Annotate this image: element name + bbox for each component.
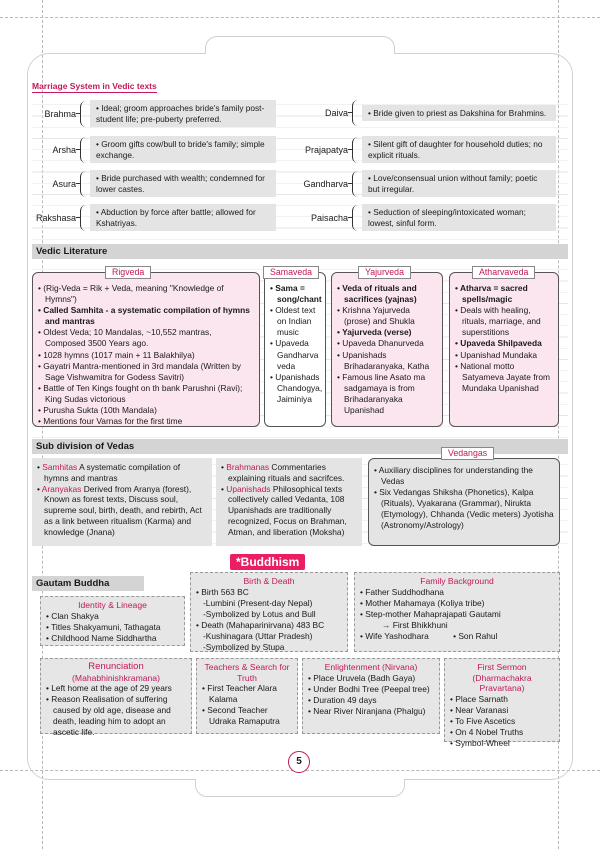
sermon-item: • Symbol-Wheel (450, 738, 554, 749)
yajurveda-card (331, 267, 443, 427)
marriage-desc: • Bride given to priest as Dakshina for Brahmins. (362, 105, 556, 122)
identity-item: • Titles Shakyamuni, Tathagata (46, 622, 179, 633)
family-item: • Father Suddhodhana (360, 587, 554, 598)
aranyakas-text: Derived from Aranya (forest), Known as forest texts, Discuss soul, supreme soul, birth, death, and rebirth, Act as a link between ritualism (Karma) and knowledge (Jnana) (44, 483, 202, 537)
teachers-item: • Second Teacher Udraka Ramaputra (202, 705, 292, 727)
renunciation-box (40, 658, 192, 737)
atharvaveda-item: • Upaveda Shilpaveda (455, 338, 553, 349)
brahmanas-item (221, 462, 357, 484)
brahmanas-upanishads-box (216, 458, 362, 546)
rigveda-item: • Called Samhita - a systematic compilation of hymns and mantras (38, 305, 254, 327)
rigveda-item: • Mentions four Varnas for the first time (38, 416, 254, 427)
marriage-desc: • Silent gift of daughter for household duties; no explicit rituals. (362, 136, 556, 163)
brace-icon (80, 101, 88, 127)
brahmanas-text: Commentaries explaining rituals and sacrifces. (228, 462, 345, 483)
atharvaveda-heading: Atharvaveda (472, 266, 535, 279)
marriage-name: Gandharva (303, 178, 348, 189)
vedangas-item: • Six Vedangas Shiksha (Phonetics), Kalpa (Rituals), Vyakarana (Grammar), Nirukta (Etymology), Chhanda (Vedic meters) Jyotisha (Astronomy/Astrology) (374, 487, 554, 531)
family-item: • Mother Mahamaya (Koliya tribe) (360, 598, 554, 609)
aranyakas-item (37, 484, 207, 538)
marriage-item-paisacha (294, 204, 556, 231)
family-subitem: → First Bhikkhuni (382, 619, 448, 630)
death-subitem: -Symbolized by Stupa (203, 641, 285, 652)
atharvaveda-item: • National motto Satyameva Jayate from Mundaka Upanishad (455, 361, 553, 394)
marriage-desc: • Abduction by force after battle; allowed for Kshatriyas. (90, 204, 276, 231)
family-box (354, 572, 560, 652)
sermon-box (444, 658, 560, 748)
atharvaveda-card (449, 267, 559, 427)
marriage-name: Asura (52, 178, 76, 189)
samhitas-item (37, 462, 207, 484)
page-number: 5 (288, 751, 310, 773)
death-subitem: -Kushinagara (Uttar Pradesh) (203, 630, 313, 641)
sermon-item: • Near Varanasi (450, 705, 554, 716)
samhitas-text: A systematic compilation of hymns and mantras (44, 462, 181, 483)
samaveda-item: • Sama = song/chant (270, 283, 320, 305)
marriage-desc: • Love/consensual union without family; poetic but irregular. (362, 170, 556, 197)
samaveda-item: • Oldest text on Indian music (270, 305, 320, 338)
brace-icon (352, 100, 360, 126)
family-item: • Wife Yashodhara (360, 631, 429, 642)
marriage-name: Paisacha (310, 212, 348, 223)
teachers-item: • First Teacher Alara Kalama (202, 683, 292, 705)
family-heading: Family Background (420, 576, 494, 586)
upanishads-text: Philosophical texts collectively called Vedanta, 108 Upanishads are traditionally recognized, Focus on Brahman, Atman, and liberation (Moksha) (228, 483, 347, 537)
renunciation-heading: Renunciation (88, 661, 144, 672)
marriage-name: Arsha (52, 144, 76, 155)
brace-icon (80, 171, 88, 197)
renunciation-item: • Left home at the age of 29 years (46, 683, 186, 694)
family-item: • Step-mother Mahaprajapati Gautami (360, 609, 554, 620)
family-item: • Son Rahul (453, 631, 497, 642)
marriage-title: Marriage System in Vedic texts (32, 81, 157, 91)
marriage-name: Brahma (44, 108, 76, 119)
renunciation-subheading: (Mahabhinishkramana) (72, 672, 160, 683)
marriage-desc: • Seduction of sleeping/intoxicated woman; lowest, sinful form. (362, 204, 556, 231)
enlightenment-item: • Duration 49 days (308, 695, 434, 706)
marriage-item-asura (32, 170, 276, 197)
identity-heading: Identity & Lineage (78, 600, 147, 610)
atharvaveda-item: • Deals with healing, rituals, marriage, and superstitions (455, 305, 553, 338)
brace-icon (352, 171, 360, 197)
marriage-desc: • Ideal; groom approaches bride's family post-student life; pre-puberty preferred. (90, 100, 276, 127)
marriage-item-rakshasa (32, 204, 276, 231)
atharvaveda-item: • Atharva = sacred spells/magic (455, 283, 553, 305)
samaveda-item: • Upanishads Chandogya, Jaiminiya (270, 372, 320, 405)
enlightenment-heading: Enlightenment (Nirvana) (324, 662, 418, 672)
renunciation-item: • Reason Realisation of suffering caused by old age, disease and death, leading him to adopt an ascetic life. (46, 694, 186, 738)
marriage-name: Daiva (324, 108, 348, 118)
subdivision-title: Sub division of Vedas (36, 441, 135, 452)
birth-subitem: -Symbolized by Lotus and Bull (203, 608, 316, 619)
buddhism-section (32, 554, 568, 754)
buddhism-title: *Buddhism (230, 554, 305, 570)
brace-icon (80, 205, 88, 231)
upanishads-head: Upanishads (226, 483, 271, 494)
aranyakas-head: Aranyakas (41, 483, 82, 494)
yajurveda-item: • Upanishads Brihadaranyaka, Katha (337, 350, 437, 372)
death-item: • Death (Mahaparinirvana) 483 BC (196, 620, 342, 631)
identity-box (40, 596, 185, 646)
samaveda-heading: Samaveda (263, 266, 319, 279)
brace-icon (352, 137, 360, 163)
rigveda-card (32, 267, 260, 427)
marriage-name: Rakshasa (35, 212, 76, 223)
marriage-grid (32, 94, 568, 244)
vedic-literature-bar (32, 244, 568, 259)
enlightenment-item: • Near River Niranjana (Phalgu) (308, 706, 434, 717)
samhitas-aranyakas-box (32, 458, 212, 546)
brahmanas-head: Brahmanas (226, 462, 270, 472)
rigveda-item: • Purusha Sukta (10th Mandala) (38, 405, 254, 416)
sermon-item: • Place Sarnath (450, 694, 554, 705)
yajurveda-item: • Yajurveda (verse) (337, 327, 437, 338)
upanishads-item (221, 484, 357, 538)
rigveda-item: • Oldest Veda; 10 Mandalas, ~10,552 mantras, Composed 3500 Years ago. (38, 327, 254, 349)
gautam-bar (32, 576, 144, 591)
frame-tab-top (205, 36, 395, 54)
marriage-item-arsha (32, 136, 276, 163)
rigveda-heading: Rigveda (105, 266, 151, 279)
identity-item: • Clan Shakya (46, 611, 179, 622)
rigveda-item: • (Rig-Veda = Rik + Veda, meaning "Knowledge of Hymns") (38, 283, 254, 305)
marriage-section (32, 76, 568, 244)
marriage-item-brahma (32, 100, 276, 127)
vedangas-item: • Auxiliary disciplines for understanding the Vedas (374, 465, 554, 487)
rigveda-item: • Battle of Ten Kings fought on th bank Parushni (Ravi); King Sudas victorious (38, 383, 254, 405)
enlightenment-box (302, 658, 440, 734)
sermon-subheading: (Dharmachakra Pravartana) (472, 672, 532, 693)
samhitas-head: Samhitas (42, 462, 78, 472)
rigveda-item: • 1028 hymns (1017 main + 11 Balakhilya) (38, 350, 254, 361)
enlightenment-item: • Under Bodhi Tree (Peepal tree) (308, 684, 434, 695)
birth-subitem: -Lumbini (Present-day Nepal) (203, 597, 313, 608)
teachers-heading: Teachers & Search for Truth (204, 662, 290, 683)
marriage-name: Prajapatya (304, 144, 348, 155)
marriage-item-gandharva (294, 170, 556, 197)
content (32, 76, 568, 754)
dashed-guide-top (0, 17, 600, 18)
vedangas-card (368, 448, 560, 546)
identity-item: • Childhood Name Siddhartha (46, 633, 179, 644)
birth-death-box (190, 572, 348, 652)
yajurveda-item: • Veda of rituals and sacrifices (yajnas) (337, 283, 437, 305)
yajurveda-item: • Upaveda Dhanurveda (337, 338, 437, 349)
samaveda-item: • Upaveda Gandharva veda (270, 338, 320, 371)
birth-death-heading: Birth & Death (243, 576, 295, 586)
vedangas-heading: Vedangas (441, 447, 494, 460)
sermon-heading: First Sermon (477, 662, 527, 672)
samaveda-card (264, 267, 326, 427)
sermon-item: • To Five Ascetics (450, 716, 554, 727)
yajurveda-heading: Yajurveda (358, 266, 411, 279)
atharvaveda-item: • Upanishad Mundaka (455, 350, 553, 361)
marriage-item-prajapatya (294, 136, 556, 163)
gautam-title: Gautam Buddha (36, 578, 110, 589)
enlightenment-item: • Place Uruvela (Badh Gaya) (308, 673, 434, 684)
frame-tab-bottom (195, 779, 405, 797)
yajurveda-item: • Famous line Asato ma sadgamaya is from Brihadaranyaka Upanishad (337, 372, 437, 416)
subdivision-section (32, 448, 568, 554)
sermon-item: • On 4 Nobel Truths (450, 727, 554, 738)
yajurveda-item: • Krishna Yajurveda (prose) and Shukla (337, 305, 437, 327)
marriage-desc: • Bride purchased with wealth; condemned for lower castes. (90, 170, 276, 197)
marriage-item-daiva (294, 100, 556, 126)
marriage-desc: • Groom gifts cow/bull to bride's family; simple exchange. (90, 136, 276, 163)
birth-item: • Birth 563 BC (196, 587, 342, 598)
teachers-box (196, 658, 298, 734)
rigveda-item: • Gayatri Mantra-mentioned in 3rd mandala (Written by Sage Vishwamitra for Godess Savitri) (38, 361, 254, 383)
vedic-literature-section (32, 259, 568, 439)
vedic-literature-title: Vedic Literature (36, 246, 108, 257)
brace-icon (80, 137, 88, 163)
brace-icon (352, 205, 360, 231)
